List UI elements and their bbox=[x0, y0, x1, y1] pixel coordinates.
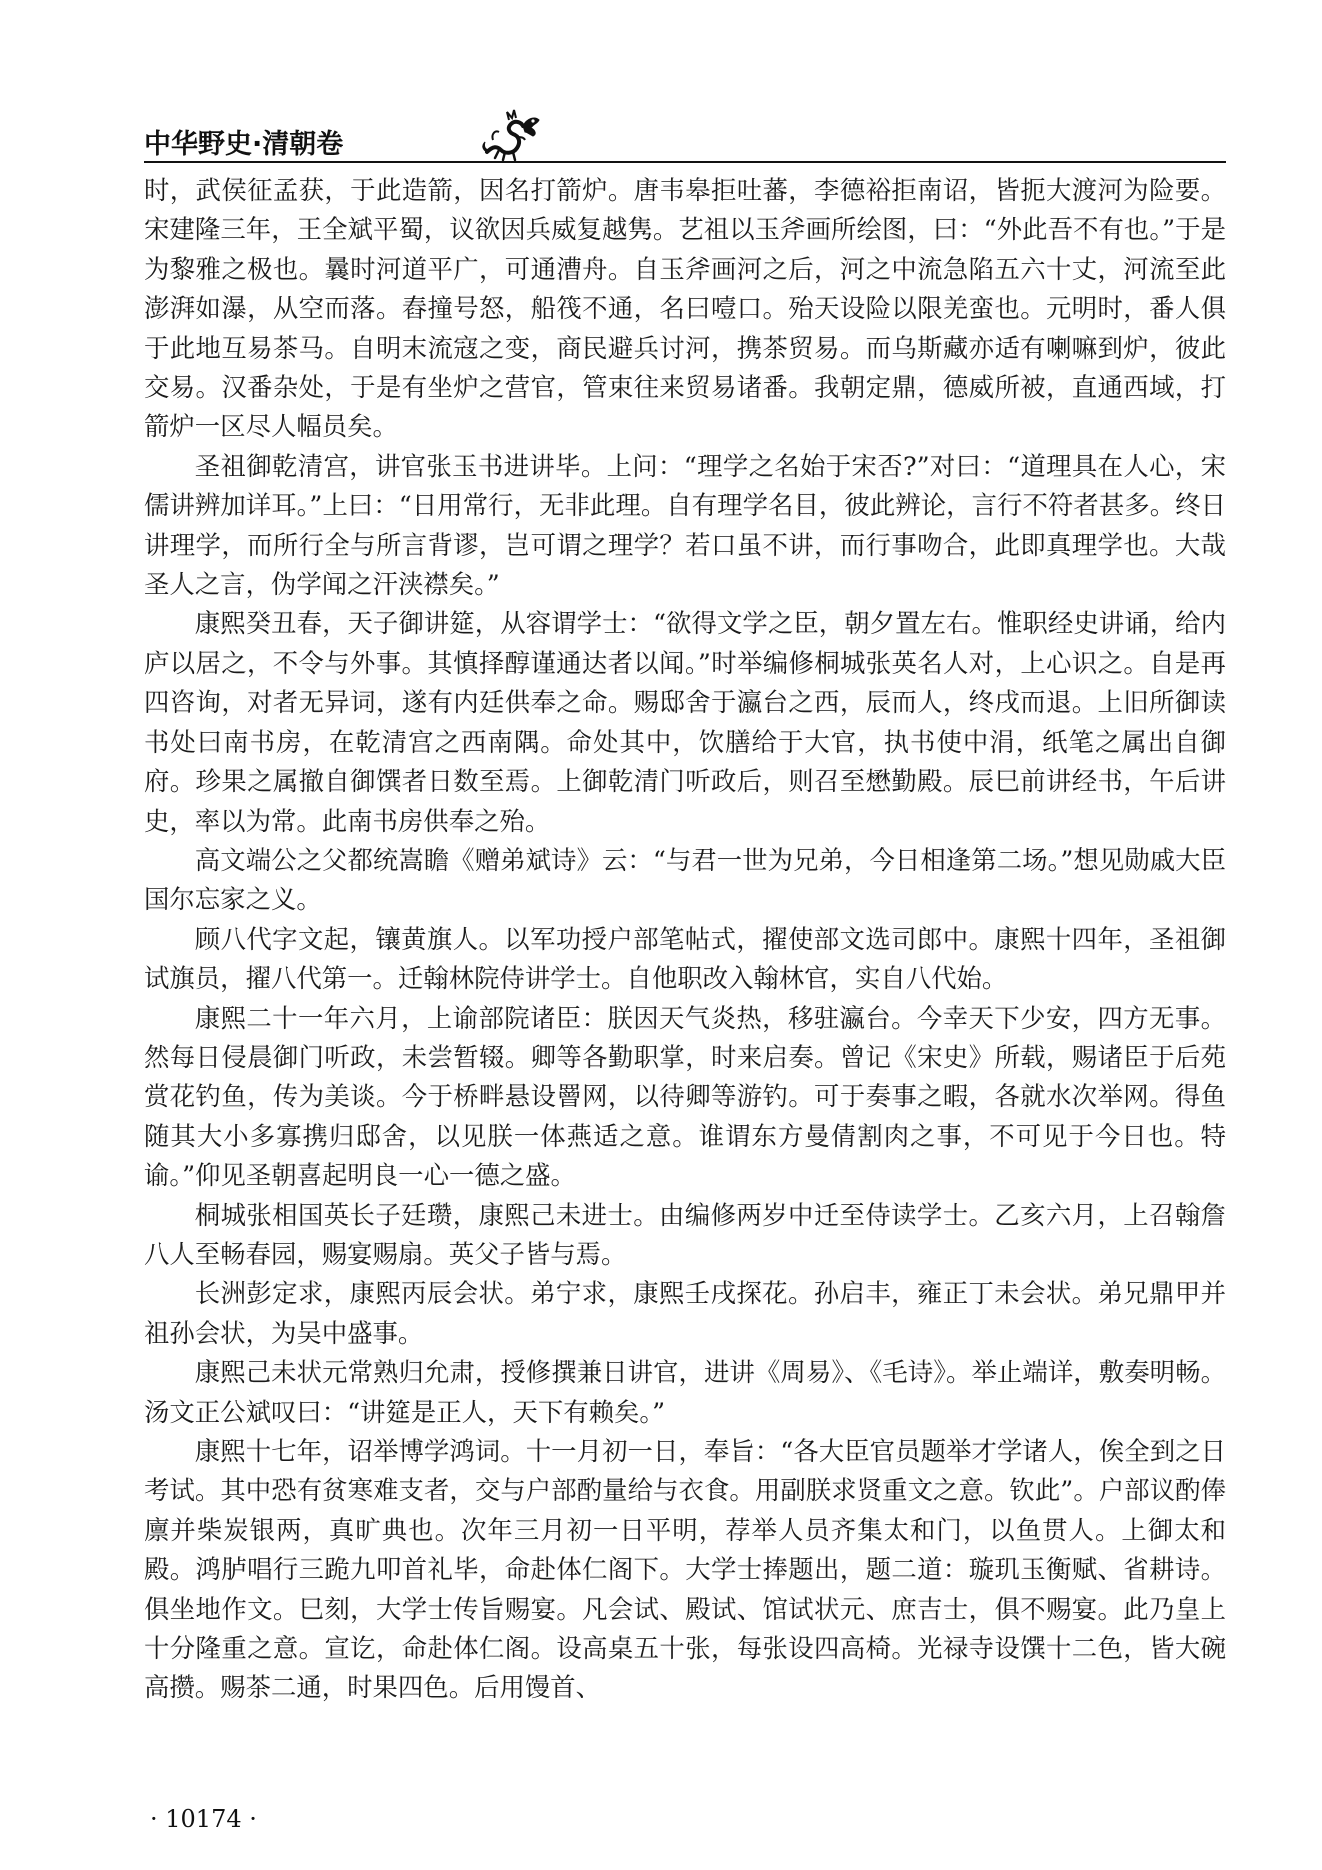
paragraph-7: 桐城张相国英长子廷瓒，康熙己未进士。由编修两岁中迁至侍读学士。乙亥六月，上召翰詹八人至畅春园，赐宴赐扇。英父子皆与焉。 bbox=[144, 1199, 1226, 1269]
dragon-emblem-icon bbox=[479, 106, 543, 164]
header-title: 中华野史·清朝卷 bbox=[144, 129, 344, 160]
paragraph-1: 时，武侯征孟获，于此造箭，因名打箭炉。唐韦皋拒吐蕃，李德裕拒南诏，皆扼大渡河为险要。宋建隆三年，王全斌平蜀，议欲因兵威复越隽。艺祖以玉斧画所绘图，曰：“外此吾不有也。”于是为黎雅之极也。曩时河道平广，可通漕舟。自玉斧画河之后，河之中流急陷五六十丈，河流至此澎湃如瀑，从空而落。舂撞号怒，船筏不通，名曰噎口。殆天设险以限羌蛮也。元明时，番人俱于此地互易茶马。自明末流寇之变，商民避兵讨河，携茶贸易。而乌斯藏亦适有喇嘛到炉，彼此交易。汉番杂处，于是有坐炉之营官，管束往来贸易诸番。我朝定鼎，德威所被，直通西域，打箭炉一区尽人幅员矣。 bbox=[144, 175, 1226, 442]
body-text bbox=[144, 171, 1226, 1708]
paragraph-5: 顾八代字文起，镶黄旗人。以军功授户部笔帖式，擢使部文选司郎中。康熙十四年，圣祖御试旗员，擢八代第一。迁翰林院侍讲学士。自他职改入翰林官，实自八代始。 bbox=[144, 923, 1226, 994]
paragraph-3: 康熙癸丑春，天子御讲筵，从容谓学士：“欲得文学之臣，朝夕置左右。惟职经史讲诵，给内庐以居之，不令与外事。其慎择醇谨通达者以闻。”时举编修桐城张英名人对，上心识之。自是再四咨询，对者无异词，遂有内廷供奉之命。赐邸舍于瀛台之西，辰而人，终戌而退。上旧所御读书处曰南书房，在乾清宫之西南隅。命处其中，饮膳给于大官，执书使中涓，纸笔之属出自御府。珍果之属撤自御馔者日数至焉。上御乾清门听政后，则召至懋勤殿。辰巳前讲经书，午后讲史，率以为常。此南书房供奉之殆。 bbox=[144, 608, 1226, 836]
paragraph-2: 圣祖御乾清宫，讲官张玉书进讲毕。上问：“理学之名始于宋否?”对曰：“道理具在人心，宋儒讲辨加详耳。”上曰：“日用常行，无非此理。自有理学名目，彼此辨论，言行不符者甚多。终日讲理学，而所行全与所言背谬，岂可谓之理学？若口虽不讲，而行事吻合，此即真理学也。大哉圣人之言，伪学闻之汗浃襟矣。” bbox=[144, 450, 1226, 600]
page-header bbox=[144, 118, 1226, 164]
paragraph-4: 高文端公之父都统嵩瞻《赠弟斌诗》云：“与君一世为兄弟，今日相逢第二场。”想见勋戚大臣国尔忘家之义。 bbox=[144, 844, 1226, 915]
paragraph-8: 长洲彭定求，康熙丙辰会状。弟宁求，康熙壬戌探花。孙启丰，雍正丁未会状。弟兄鼎甲并祖孙会状，为吴中盛事。 bbox=[144, 1278, 1226, 1348]
page-number: · 10174 · bbox=[150, 1805, 257, 1833]
paragraph-10: 康熙十七年，诏举博学鸿词。十一月初一日，奉旨：“各大臣官员题举才学诸人，俟全到之日考试。其中恐有贫寒难支者，交与户部酌量给与衣食。用副朕求贤重文之意。钦此”。户部议酌俸廪并柴炭银两，真旷典也。次年三月初一日平明，荐举人员齐集太和门，以鱼贯人。上御太和殿。鸿胪唱行三跪九叩首礼毕，命赴体仁阁下。大学士捧题出，题二道：璇玑玉衡赋、省耕诗。俱坐地作文。巳刻，大学士传旨赐宴。凡会试、殿试、馆试状元、庶吉士，俱不赐宴。此乃皇上十分隆重之意。宣讫，命赴体仁阁。设高桌五十张，每张设四高椅。光禄寺设馔十二色，皆大碗高攒。赐茶二通，时果四色。后用馒首、 bbox=[144, 1436, 1226, 1703]
header-divider bbox=[144, 161, 1226, 163]
paragraph-9: 康熙己未状元常熟归允肃，授修撰兼日讲官，进讲《周易》、《毛诗》。举止端详，敷奏明畅。汤文正公斌叹曰：“讲筵是正人，天下有赖矣。” bbox=[144, 1357, 1226, 1427]
paragraph-6: 康熙二十一年六月，上谕部院诸臣：朕因天气炎热，移驻瀛台。今幸天下少安，四方无事。然每日侵晨御门听政，未尝暂辍。卿等各勤职掌，时来启奏。曾记《宋史》所载，赐诸臣于后苑赏花钓鱼，传为美谈。今于桥畔悬设罾网，以待卿等游钓。可于奏事之暇，各就水次举网。得鱼随其大小多寡携归邸舍，以见朕一体燕适之意。谁谓东方曼倩割肉之事，不可见于今日也。特谕。”仰见圣朝喜起明良一心一德之盛。 bbox=[144, 1002, 1226, 1191]
